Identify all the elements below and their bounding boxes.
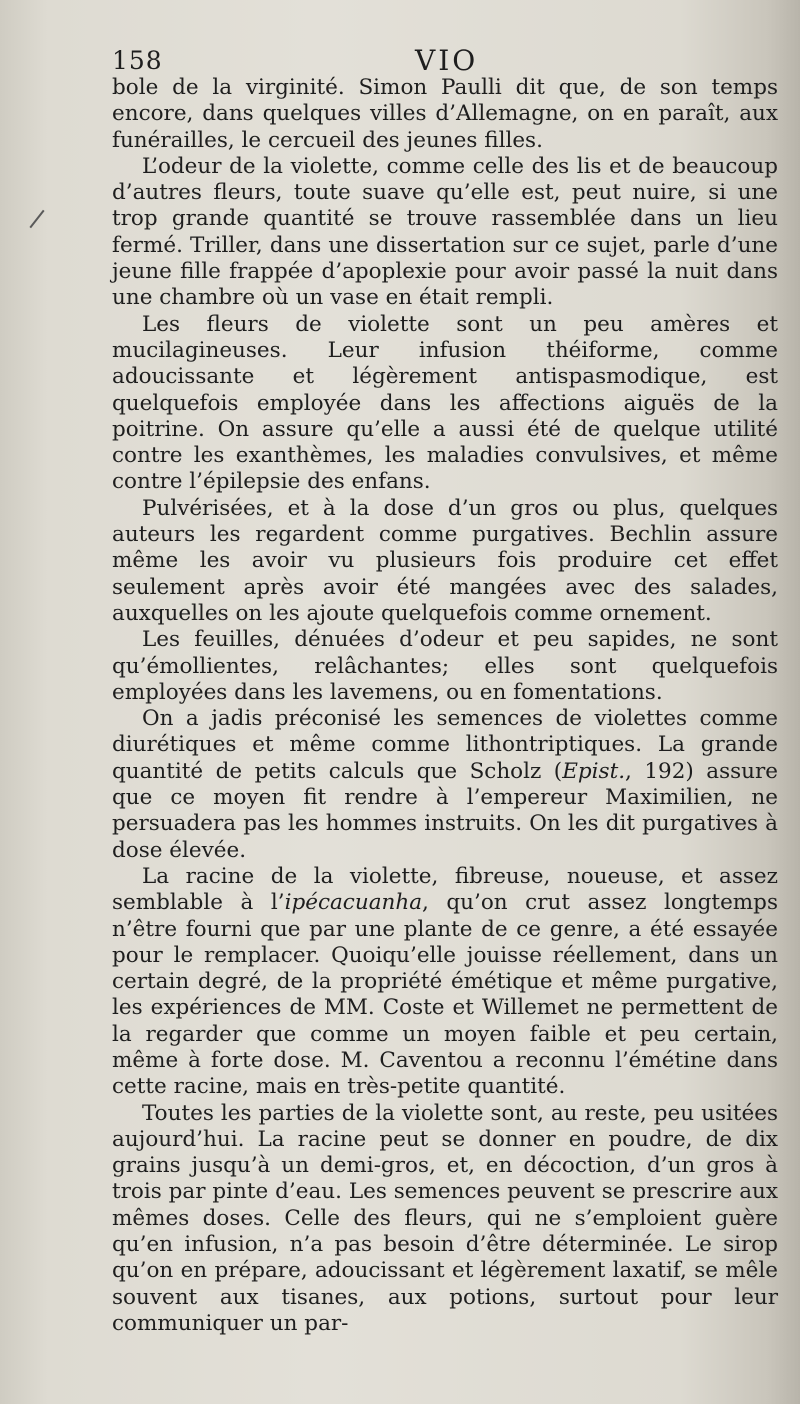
body-text <box>112 75 778 1337</box>
paragraph-pulverisees: Pulvérisées, et à la dose d’un gros ou plus, quelques auteurs les regardent comme purgatives. Bechlin assure même les avoir vu plusieurs fois produire cet effet seulement après avoir été mangées avec des salades, auxquelles on les ajoute quelquefois comme ornement. <box>112 495 778 626</box>
page-number: 158 <box>112 46 163 75</box>
paragraph-continued: bole de la virginité. Simon Paulli dit que, de son temps encore, dans quelques villes d’Allemagne, on en paraît, aux funérailles, le cercueil des jeunes filles. <box>112 75 778 153</box>
term-ipecacuanha: ipécacuanha <box>284 890 423 916</box>
paragraph-fleurs: Les fleurs de violette sont un peu amères et mucilagineuses. Leur infusion théiforme, comme adoucissante et légèrement antispasmodique, est quelquefois employée dans les affections aiguës de la poitrine. On assure qu’elle a aussi été de quelque utilité contre les exanthèmes, les maladies convulsives, et même contre l’épilepsie des enfans. <box>112 311 778 495</box>
paragraph-semences-part2: , 192) assure que ce moyen fit rendre à l’empereur Maximilien, ne persuadera pas les hommes instruits. On les dit purgatives à dose élevée. <box>112 758 778 863</box>
citation-epist: Epist. <box>562 758 626 784</box>
running-head: VIO <box>415 44 479 77</box>
paragraph-racine-part2: , qu’on crut assez longtemps n’être fourni que par une plante de ce genre, a été essayée pour le remplacer. Quoiqu’elle jouisse réellement, dans un certain degré, de la propriété émétique et même purgative, les expériences de MM. Coste et Willemet ne permettent de la regarder que comme un moyen faible et peu certain, même à forte dose. M. Caventou a reconnu l’émétine dans cette racine, mais en très-petite quantité. <box>112 890 778 1100</box>
paragraph-racine-part1: La racine de la violette, fibreuse, noueuse, et assez semblable à l’ <box>112 863 778 916</box>
paragraph-racine <box>112 864 778 1101</box>
paragraph-semences-part1: On a jadis préconisé les semences de violettes comme diurétiques et même comme lithontriptiques. La grande quantité de petits calculs que Scholz ( <box>112 706 778 784</box>
paragraph-odeur: L’odeur de la violette, comme celle des lis et de beaucoup d’autres fleurs, toute suave qu’elle est, peut nuire, si une trop grande quantité se trouve rassemblée dans un lieu fermé. Triller, dans une dissertation sur ce sujet, parle d’une jeune fille frappée d’apoplexie pour avoir passé la nuit dans une chambre où un vase en était rempli. <box>112 153 778 311</box>
paragraph-feuilles: Les feuilles, dénuées d’odeur et peu sapides, ne sont qu’émollientes, relâchantes; elles sont quelquefois employées dans les lavemens, ou en fomentations. <box>112 627 778 705</box>
margin-pencil-mark <box>29 210 44 229</box>
paragraph-semences <box>112 706 778 864</box>
paragraph-usages: Toutes les parties de la violette sont, au reste, peu usitées aujourd’hui. La racine peut se donner en poudre, de dix grains jusqu’à un demi-gros, et, en décoction, d’un gros à trois par pinte d’eau. Les semences peuvent se prescrire aux mêmes doses. Celle des fleurs, qui ne s’emploient guère qu’en infusion, n’a pas besoin d’être déterminée. Le sirop qu’on en prépare, adoucissant et légèrement laxatif, se mêle souvent aux tisanes, aux potions, surtout pour leur communiquer un par- <box>112 1100 778 1336</box>
